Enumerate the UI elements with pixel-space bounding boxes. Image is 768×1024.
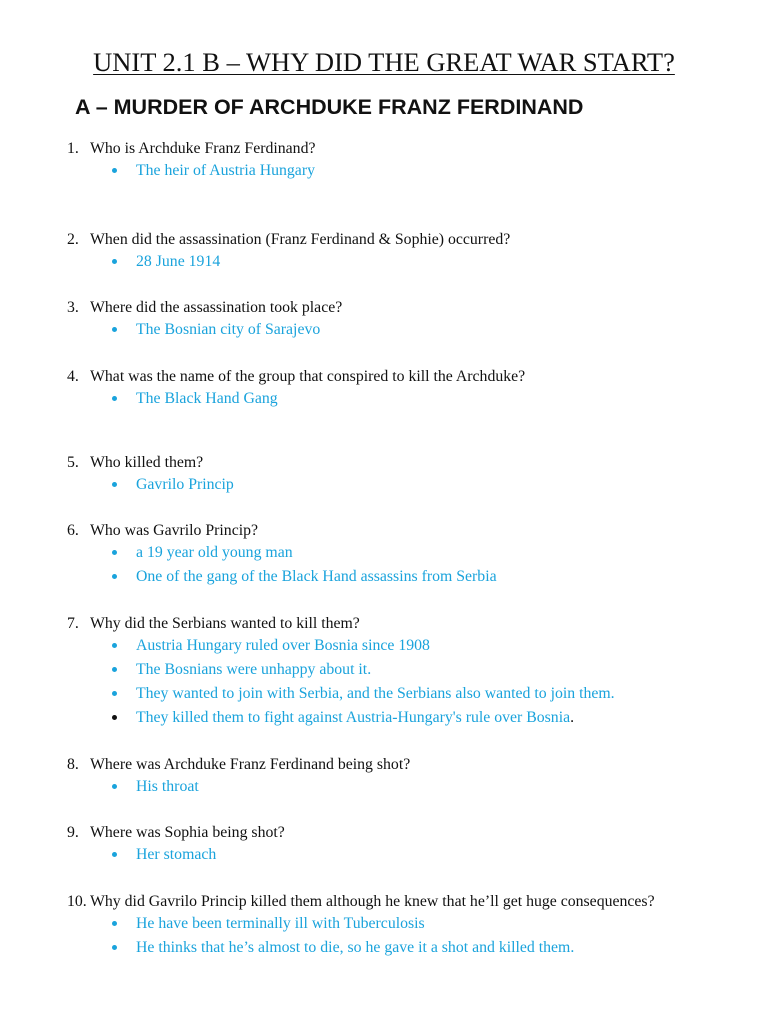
answer-text: They wanted to join with Serbia, and the Serbians also wanted to join them. bbox=[136, 685, 615, 702]
page-title: UNIT 2.1 B – WHY DID THE GREAT WAR START? bbox=[93, 47, 675, 77]
question-number: 4. bbox=[67, 368, 79, 385]
question-number: 5. bbox=[67, 454, 79, 471]
answer-text: His throat bbox=[136, 778, 199, 795]
question-text: Why did Gavrilo Princip killed them although he knew that he’ll get huge consequences? bbox=[90, 893, 655, 910]
answer-text-wrapper bbox=[136, 708, 574, 728]
question-text: Why did the Serbians wanted to kill them? bbox=[90, 615, 360, 632]
question-line bbox=[67, 367, 525, 387]
answer-text: Her stomach bbox=[136, 846, 217, 863]
bullet-icon bbox=[112, 715, 117, 720]
bullet-icon bbox=[112, 482, 117, 487]
bullet-icon bbox=[112, 667, 117, 672]
question-text: When did the assassination (Franz Ferdinand & Sophie) occurred? bbox=[90, 231, 511, 248]
trailing-period: . bbox=[570, 709, 575, 726]
bullet-icon bbox=[112, 327, 117, 332]
question-number: 3. bbox=[67, 299, 79, 316]
question-text: What was the name of the group that conspired to kill the Archduke? bbox=[90, 368, 526, 385]
bullet-icon bbox=[112, 852, 117, 857]
answer-text: The Bosnian city of Sarajevo bbox=[136, 321, 321, 338]
question-number: 6. bbox=[67, 522, 79, 539]
answer-text: The Black Hand Gang bbox=[136, 390, 278, 407]
question-line bbox=[67, 755, 410, 775]
answer-text: 28 June 1914 bbox=[136, 253, 221, 270]
question-line bbox=[67, 230, 510, 250]
question-line bbox=[67, 298, 342, 318]
answer-text: Gavrilo Princip bbox=[136, 476, 234, 493]
question-text: Who was Gavrilo Princip? bbox=[90, 522, 259, 539]
bullet-icon bbox=[112, 691, 117, 696]
question-line bbox=[67, 453, 203, 473]
answer-text: a 19 year old young man bbox=[136, 544, 293, 561]
question-text: Where was Sophia being shot? bbox=[90, 824, 285, 841]
question-text: Where did the assassination took place? bbox=[90, 299, 343, 316]
question-text: Who is Archduke Franz Ferdinand? bbox=[90, 140, 316, 157]
question-line bbox=[67, 139, 315, 159]
bullet-icon bbox=[112, 921, 117, 926]
bullet-icon bbox=[112, 784, 117, 789]
bullet-icon bbox=[112, 396, 117, 401]
question-number: 8. bbox=[67, 756, 79, 773]
answer-text: They killed them to fight against Austria-Hungary's rule over Bosnia bbox=[136, 709, 571, 726]
question-number: 1. bbox=[67, 140, 79, 157]
answer-text: He have been terminally ill with Tuberculosis bbox=[136, 915, 425, 932]
question-text: Who killed them? bbox=[90, 454, 204, 471]
question-text: Where was Archduke Franz Ferdinand being shot? bbox=[90, 756, 411, 773]
question-number: 7. bbox=[67, 615, 79, 632]
question-line bbox=[67, 892, 655, 912]
bullet-icon bbox=[112, 259, 117, 264]
question-line bbox=[67, 823, 285, 843]
answer-text: The Bosnians were unhappy about it. bbox=[136, 661, 372, 678]
question-line bbox=[67, 614, 360, 634]
answer-text: Austria Hungary ruled over Bosnia since 1908 bbox=[136, 637, 430, 654]
bullet-icon bbox=[112, 550, 117, 555]
bullet-icon bbox=[112, 945, 117, 950]
question-number: 9. bbox=[67, 824, 79, 841]
answer-text: One of the gang of the Black Hand assassins from Serbia bbox=[136, 568, 497, 585]
answer-text: He thinks that he’s almost to die, so he gave it a shot and killed them. bbox=[136, 939, 575, 956]
answer-text: The heir of Austria Hungary bbox=[136, 162, 315, 179]
bullet-icon bbox=[112, 574, 117, 579]
bullet-icon bbox=[112, 168, 117, 173]
question-line bbox=[67, 521, 258, 541]
question-number: 10. bbox=[67, 893, 87, 910]
section-heading: A – MURDER OF ARCHDUKE FRANZ FERDINAND bbox=[75, 95, 584, 119]
bullet-icon bbox=[112, 643, 117, 648]
question-number: 2. bbox=[67, 231, 79, 248]
